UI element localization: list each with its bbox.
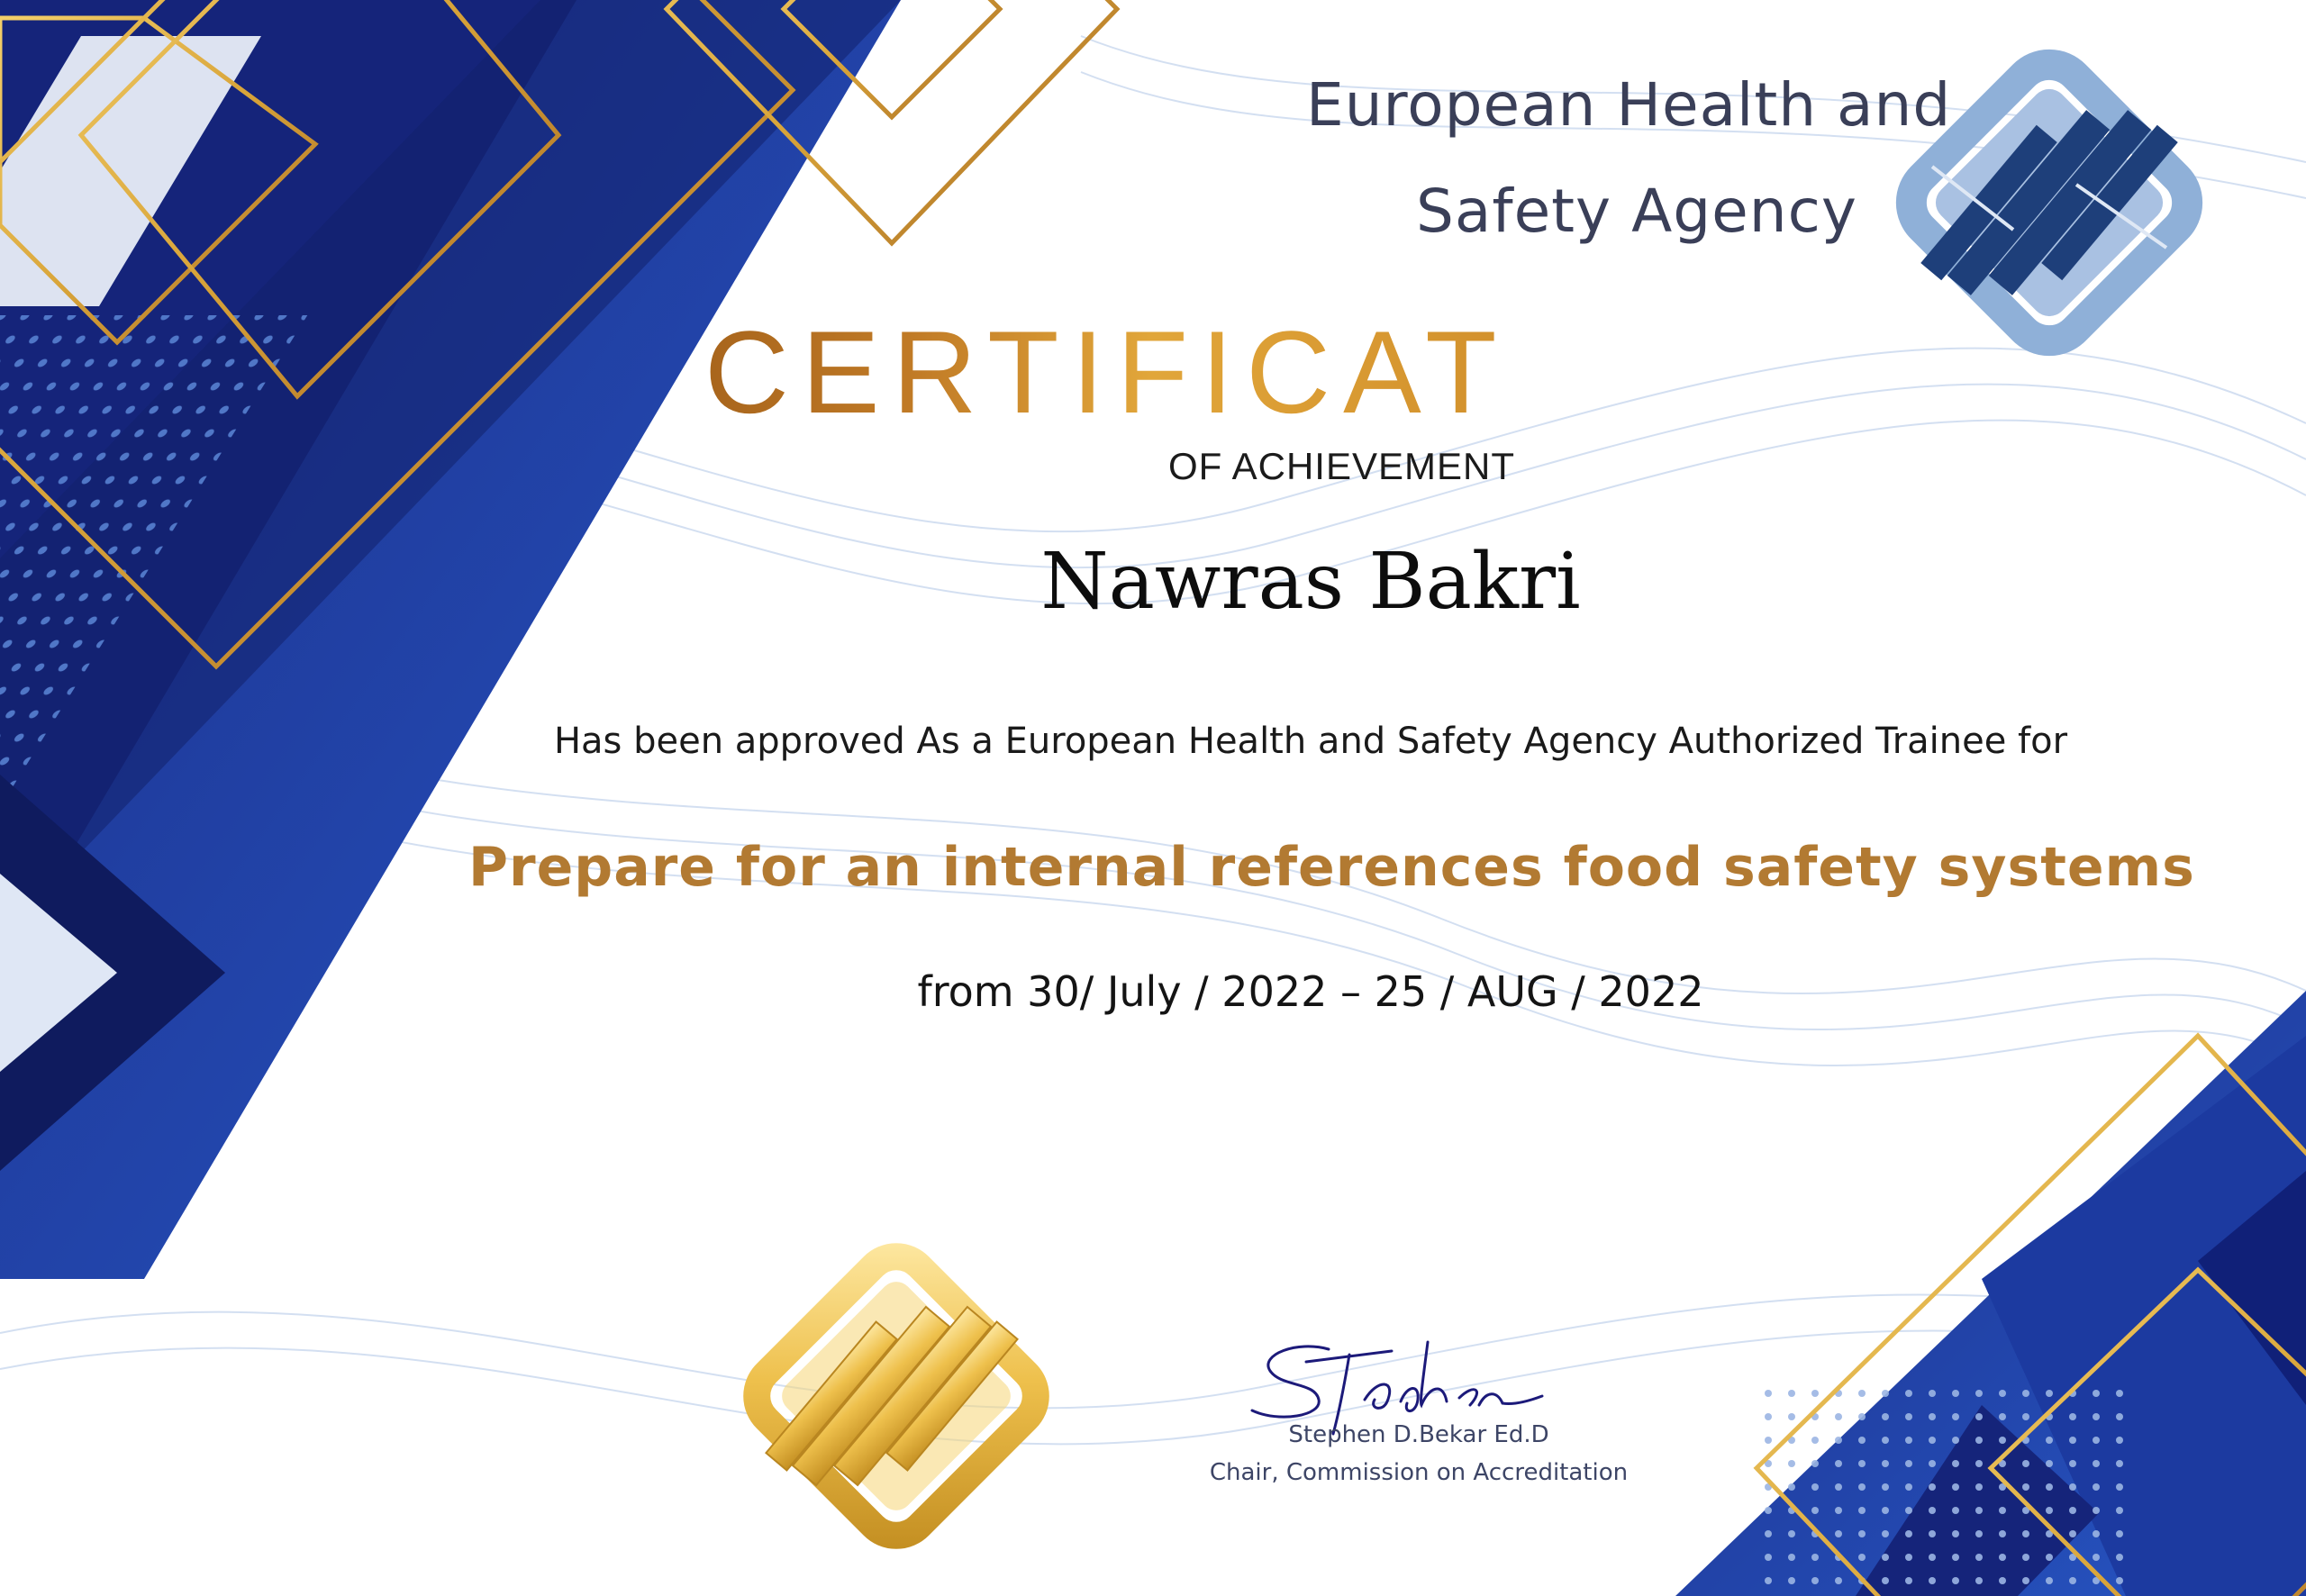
recipient-name: Nawras Bakri — [1040, 537, 1581, 627]
course-title: Prepare for an internal references food safety systems — [468, 836, 2195, 899]
organization-name-line2: Safety Agency — [1416, 177, 1857, 246]
signatory-name: Stephen D.Bekar Ed.D — [1288, 1421, 1549, 1448]
date-range: from 30/ July / 2022 – 25 / AUG / 2022 — [917, 967, 1704, 1016]
certificate-subtitle: OF ACHIEVEMENT — [1167, 445, 1515, 487]
certificate-title: CERTIFICATE — [704, 306, 1601, 438]
organization-name-line1: European Health and — [1306, 70, 1952, 140]
signatory-title: Chair, Commission on Accreditation — [1209, 1459, 1629, 1486]
diagonal-bars-diamond-icon — [1878, 32, 2220, 374]
gold-seal-icon — [721, 1220, 1072, 1572]
approval-statement: Has been approved As a European Health and Safety Agency Authorized Trainee for — [553, 721, 2068, 762]
